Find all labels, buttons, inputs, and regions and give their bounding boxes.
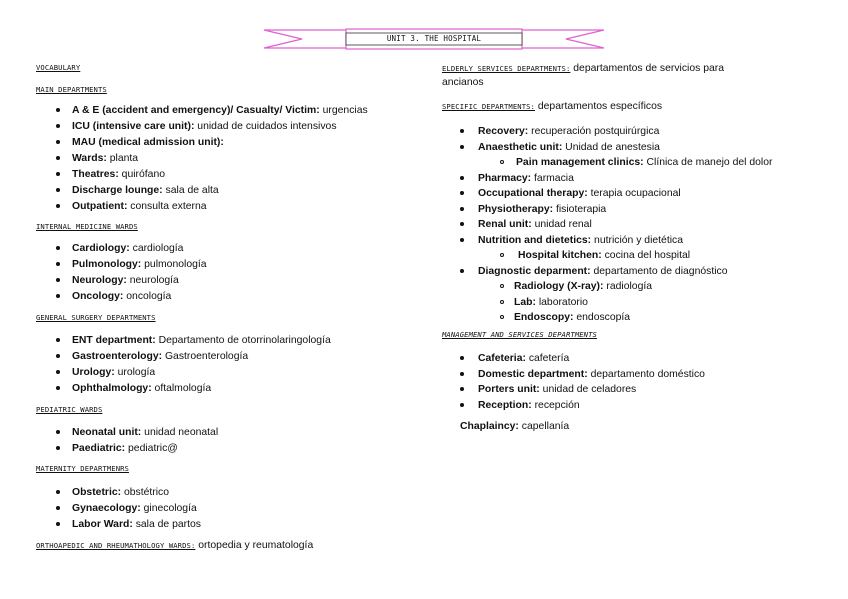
- orthopedic-heading: ORTHOAPEDIC AND RHEUMATHOLOGY WARDS:: [36, 541, 196, 550]
- maternity-heading: MATERNITY DEPARTMENRS: [36, 464, 129, 473]
- bullet: [460, 145, 464, 149]
- internal-medicine-heading: INTERNAL MEDICINE WARDS: [36, 222, 138, 231]
- list-item: Domestic department: departamento doméstico: [478, 369, 705, 380]
- bullet: [56, 172, 60, 176]
- bullet: [56, 156, 60, 160]
- bullet: [56, 262, 60, 266]
- bullet: [460, 387, 464, 391]
- bullet: [56, 370, 60, 374]
- list-item: Physiotherapy: fisioterapia: [478, 204, 607, 215]
- bullet: [460, 176, 464, 180]
- ribbon-right-tail: [522, 30, 604, 48]
- list-item: Pain management clinics: Clínica de manejo del dolor: [516, 157, 773, 168]
- elderly-services-heading: ELDERLY SERVICES DEPARTMENTS:: [442, 64, 571, 73]
- list-item: Cardiology: cardiología: [72, 243, 184, 254]
- bullet: [56, 354, 60, 358]
- ribbon-left-tail: [264, 30, 346, 48]
- sub-bullet: [500, 300, 504, 304]
- list-item: Wards: planta: [72, 153, 139, 164]
- list-item: Neurology: neurología: [72, 275, 179, 286]
- bullet: [460, 269, 464, 273]
- bullet: [460, 207, 464, 211]
- bullet: [56, 338, 60, 342]
- bullet: [56, 386, 60, 390]
- list-item: Pulmonology: pulmonología: [72, 259, 207, 270]
- bullet: [460, 129, 464, 133]
- list-item: Occupational therapy: terapia ocupacional: [478, 188, 681, 199]
- bullet: [56, 188, 60, 192]
- list-item: Gynaecology: ginecología: [72, 503, 197, 514]
- elderly-services-paragraph: ELDERLY SERVICES DEPARTMENTS: departamentos de servicios para ancianos: [442, 63, 725, 88]
- list-item: Discharge lounge: sala de alta: [72, 185, 219, 196]
- list-item: Theatres: quirófano: [72, 169, 165, 180]
- main-departments-heading: MAIN DEPARTMENTS: [36, 85, 107, 94]
- list-item: ENT department: Departamento de otorrinolaringología: [72, 335, 331, 346]
- list-item: Porters unit: unidad de celadores: [478, 384, 637, 395]
- list-item: Radiology (X-ray): radiología: [514, 281, 653, 292]
- bullet: [56, 430, 60, 434]
- bullet: [460, 191, 464, 195]
- sub-bullet: [500, 253, 504, 257]
- list-item: MAU (medical admission unit):: [72, 137, 224, 148]
- list-item: Labor Ward: sala de partos: [72, 519, 201, 530]
- list-item: A & E (accident and emergency)/ Casualty/ Victim: urgencias: [72, 105, 368, 116]
- list-item: Anaesthetic unit: Unidad de anestesia: [478, 142, 660, 153]
- pediatric-wards-heading: PEDIATRIC WARDS: [36, 405, 103, 414]
- sub-bullet: [500, 160, 504, 164]
- list-item: Obstetric: obstétrico: [72, 487, 170, 498]
- list-item: Urology: urología: [72, 367, 156, 378]
- list-item: Renal unit: unidad renal: [478, 219, 592, 230]
- list-item: Ophthalmology: oftalmología: [72, 383, 212, 394]
- list-item: Gastroenterology: Gastroenterología: [72, 351, 249, 362]
- bullet: [460, 372, 464, 376]
- bullet: [56, 490, 60, 494]
- list-item: Outpatient: consulta externa: [72, 201, 207, 212]
- bullet: [56, 246, 60, 250]
- list-item: Hospital kitchen: cocina del hospital: [518, 250, 691, 261]
- management-services-heading: MANAGEMENT AND SERVICES DEPARTMENTS: [442, 330, 597, 339]
- specific-departments-heading: SPECIFIC DEPARTMENTS:: [442, 102, 535, 111]
- list-item: Cafeteria: cafetería: [478, 353, 570, 364]
- list-item: Nutrition and dietetics: nutrición y dietética: [478, 235, 683, 246]
- bullet: [56, 204, 60, 208]
- bullet: [56, 446, 60, 450]
- bullet: [460, 238, 464, 242]
- title-banner: [262, 26, 606, 52]
- list-item: Diagnostic deparment: departamento de diagnóstico: [478, 266, 728, 277]
- bullet: [460, 222, 464, 226]
- bullet: [460, 403, 464, 407]
- list-item: Paediatric: pediatric@: [72, 443, 178, 454]
- bullet: [56, 294, 60, 298]
- list-item: Recovery: recuperación postquirúrgica: [478, 126, 660, 137]
- bullet: [56, 278, 60, 282]
- list-item: Reception: recepción: [478, 400, 580, 411]
- sub-bullet: [500, 315, 504, 319]
- sub-bullet: [500, 284, 504, 288]
- bullet: [56, 506, 60, 510]
- list-item: Pharmacy: farmacia: [478, 173, 574, 184]
- bullet: [56, 108, 60, 112]
- bullet: [56, 140, 60, 144]
- bullet: [56, 124, 60, 128]
- specific-departments-line: SPECIFIC DEPARTMENTS: departamentos específicos: [442, 101, 663, 112]
- general-surgery-heading: GENERAL SURGERY DEPARTMENTS: [36, 313, 156, 322]
- bullet: [460, 356, 464, 360]
- list-item: ICU (intensive care unit): unidad de cuidados intensivos: [72, 121, 337, 132]
- orthopedic-line: ORTHOAPEDIC AND RHEUMATHOLOGY WARDS: ortopedia y reumatología: [36, 540, 314, 551]
- vocabulary-heading: VOCABULARY: [36, 63, 81, 72]
- list-item: Lab: laboratorio: [514, 297, 588, 308]
- list-item: Endoscopy: endoscopía: [514, 312, 631, 323]
- bullet: [56, 522, 60, 526]
- chaplaincy-line: Chaplaincy: capellanía: [460, 421, 570, 432]
- list-item: Neonatal unit: unidad neonatal: [72, 427, 219, 438]
- list-item: Oncology: oncología: [72, 291, 172, 302]
- page-title: UNIT 3. THE HOSPITAL: [386, 34, 482, 43]
